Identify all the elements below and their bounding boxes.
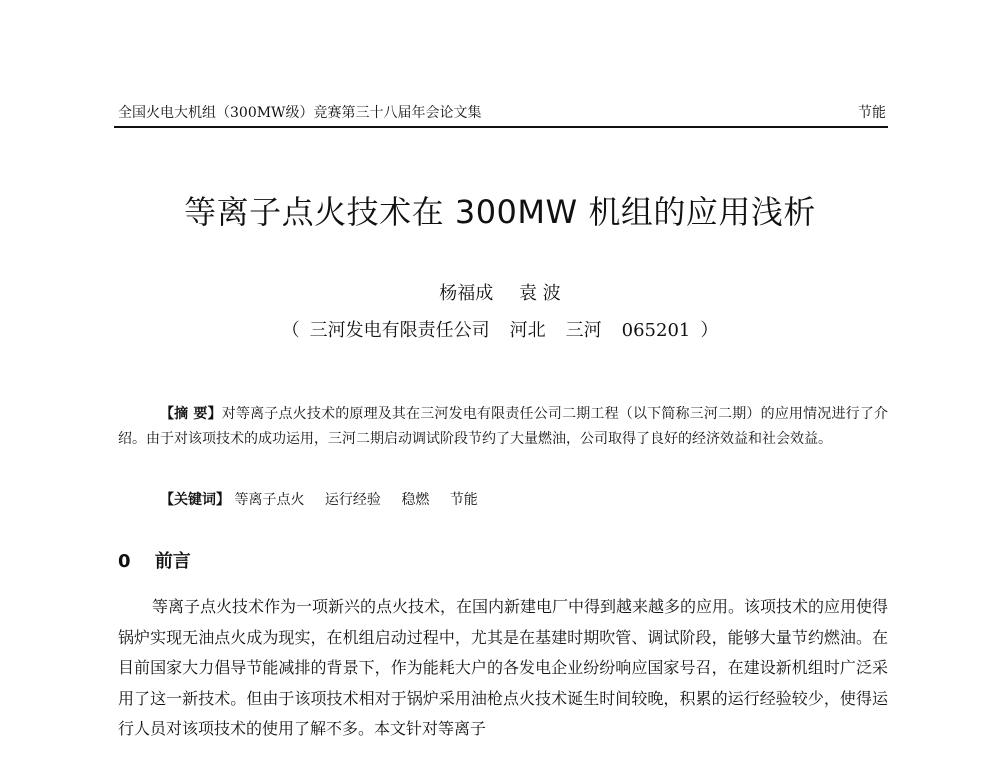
body-paragraph: 等离子点火技术作为一项新兴的点火技术，在国内新建电厂中得到越来越多的应用。该项技术的应用使得锅炉实现无油点火成为现实，在机组启动过程中，尤其是在基建时期吹管、调试阶段，能够大量节约燃油。在目前国家大力倡导节能减排的背景下，作为能耗大户的各发电企业纷纷响应国家号召，在建设新机组时广泛采用了这一新技术。但由于该项技术相对于锅炉采用油枪点火技术诞生时间较晚，积累的运行经验较少，使得运行人员对该项技术的使用了解不多。本文针对等离子 [118, 597, 889, 738]
affiliation-org: 三河发电有限责任公司 [309, 320, 490, 341]
keyword: 节能 [449, 492, 478, 508]
keyword: 等离子点火 [234, 492, 305, 508]
affiliation-close-paren: ） [700, 320, 719, 341]
section-title: 前言 [154, 551, 191, 572]
affiliation [100, 318, 900, 344]
header-rule [114, 126, 888, 128]
author: 袁 波 [519, 283, 561, 304]
section-number: 0 [118, 551, 131, 572]
keyword: 运行经验 [324, 492, 381, 508]
affiliation-city: 三河 [565, 320, 602, 341]
journal-name: 全国火电大机组（300MW级）竞赛第三十八届年会论文集 [118, 105, 482, 121]
affiliation-postcode: 065201 [621, 320, 691, 341]
author: 杨福成 [439, 283, 494, 304]
abstract-label: 【摘 要】 [160, 406, 222, 422]
keywords-label: 【关键词】 [160, 492, 230, 508]
author-list [100, 282, 900, 306]
paper-title: 等离子点火技术在 300MW 机组的应用浅析 [184, 193, 816, 231]
keyword: 稳燃 [401, 492, 430, 508]
section-heading [118, 550, 191, 574]
affiliation-open-paren: （ [281, 320, 300, 341]
abstract [118, 402, 888, 452]
running-header [118, 104, 886, 122]
affiliation-province: 河北 [509, 320, 546, 341]
keywords [160, 488, 890, 512]
abstract-text: 对等离子点火技术的原理及其在三河发电有限责任公司二期工程（以下简称三河二期）的应用情况进行了介绍。由于对该项技术的成功运用，三河二期启动调试阶段节约了大量燃油，公司取得了良好的经济效益和社会效益。 [118, 406, 889, 447]
section-tag: 节能 [858, 105, 886, 121]
